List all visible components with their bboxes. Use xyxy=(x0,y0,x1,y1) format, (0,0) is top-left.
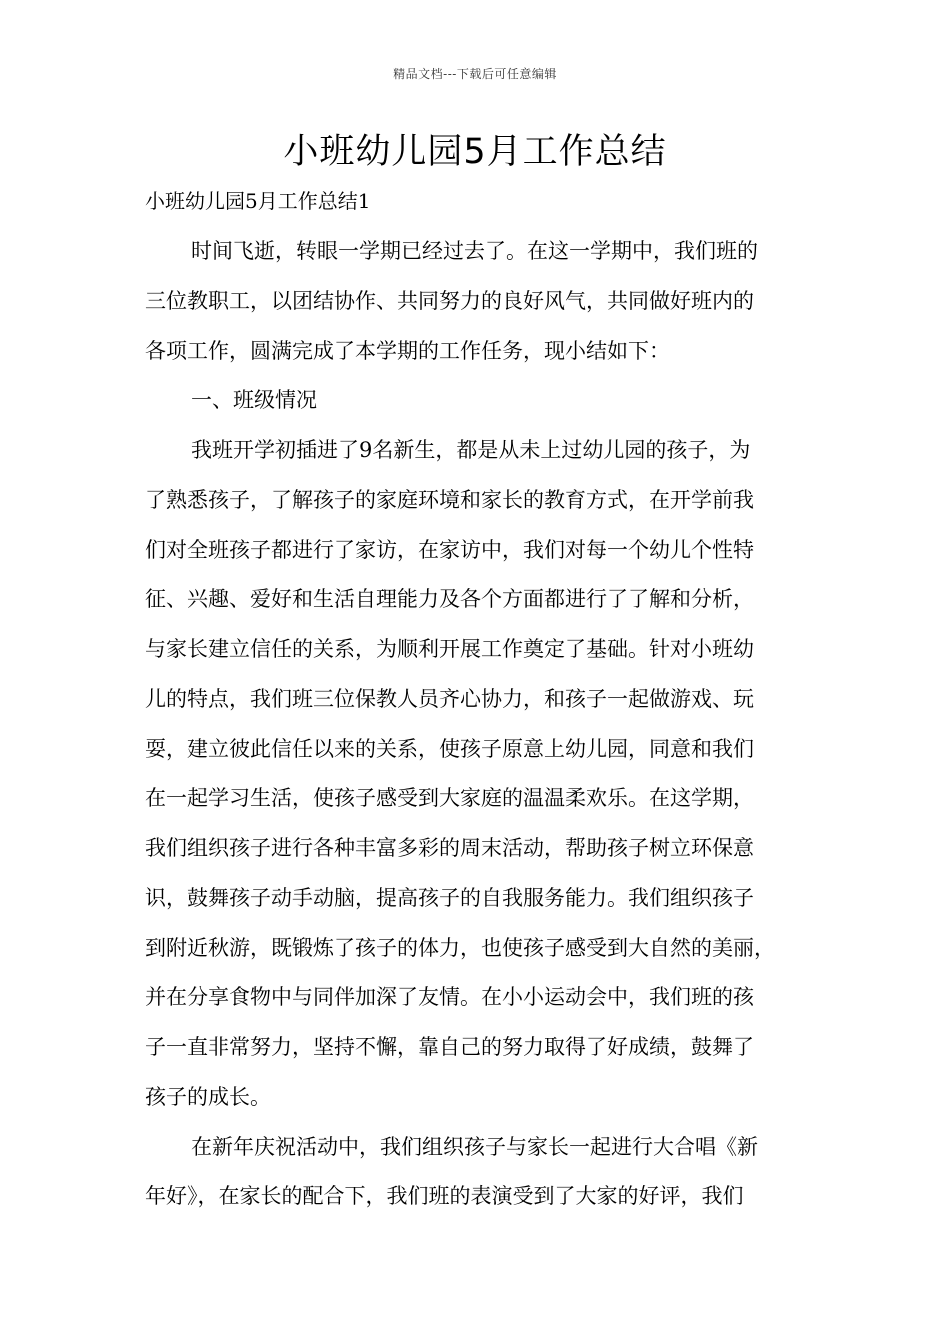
document-body xyxy=(145,227,805,1222)
paragraph-line: 时间飞逝，转眼一学期已经过去了。在这一学期中，我们班的 xyxy=(191,239,758,263)
paragraph-line: 们对全班孩子都进行了家访，在家访中，我们对每一个幼儿个性特 xyxy=(145,537,754,562)
paragraph-line: 在新年庆祝活动中，我们组织孩子与家长一起进行大合唱《新 xyxy=(191,1134,758,1159)
paragraph-line: 三位教职工，以团结协作、共同努力的良好风气，共同做好班内的 xyxy=(145,288,754,313)
paragraph-line: 孩子的成长。 xyxy=(145,1084,271,1109)
paragraph-line: 各项工作，圆满完成了本学期的工作任务，现小结如下： xyxy=(145,338,670,363)
paragraph-line: 儿的特点，我们班三位保教人员齐心协力，和孩子一起做游戏、玩 xyxy=(145,686,754,711)
paragraph-line: 到附近秋游，既锻炼了孩子的体力，也使孩子感受到大自然的美丽， xyxy=(145,935,775,960)
paragraph-line: 征、兴趣、爱好和生活自理能力及各个方面都进行了了解和分析， xyxy=(145,587,754,612)
paragraph-line: 我班开学初插进了9名新生，都是从未上过幼儿园的孩子，为 xyxy=(191,438,751,462)
paragraph-line: 耍，建立彼此信任以来的关系，使孩子原意上幼儿园，同意和我们 xyxy=(145,736,754,761)
paragraph-line: 识，鼓舞孩子动手动脑，提高孩子的自我服务能力。我们组织孩子 xyxy=(145,885,754,910)
paragraph-line: 年好》，在家长的配合下，我们班的表演受到了大家的好评，我们 xyxy=(145,1184,744,1209)
paragraph-line: 与家长建立信任的关系，为顺利开展工作奠定了基础。针对小班幼 xyxy=(145,637,754,661)
page-header: 精品文档---下载后可任意编辑 xyxy=(393,67,557,81)
section-heading: 一、班级情况 xyxy=(191,388,317,413)
paragraph-line: 子一直非常努力，坚持不懈，靠自己的努力取得了好成绩，鼓舞了 xyxy=(145,1035,754,1059)
document-title: 小班幼儿园5月工作总结 xyxy=(283,132,667,172)
paragraph-line: 在一起学习生活，使孩子感受到大家庭的温温柔欢乐。在这学期， xyxy=(145,786,754,811)
paragraph-line: 我们组织孩子进行各种丰富多彩的周末活动，帮助孩子树立环保意 xyxy=(145,836,754,860)
paragraph-line: 并在分享食物中与同伴加深了友情。在小小运动会中，我们班的孩 xyxy=(145,985,754,1010)
document-subtitle: 小班幼儿园5月工作总结1 xyxy=(145,189,371,213)
paragraph-line: 了熟悉孩子，了解孩子的家庭环境和家长的教育方式，在开学前我 xyxy=(145,487,754,512)
